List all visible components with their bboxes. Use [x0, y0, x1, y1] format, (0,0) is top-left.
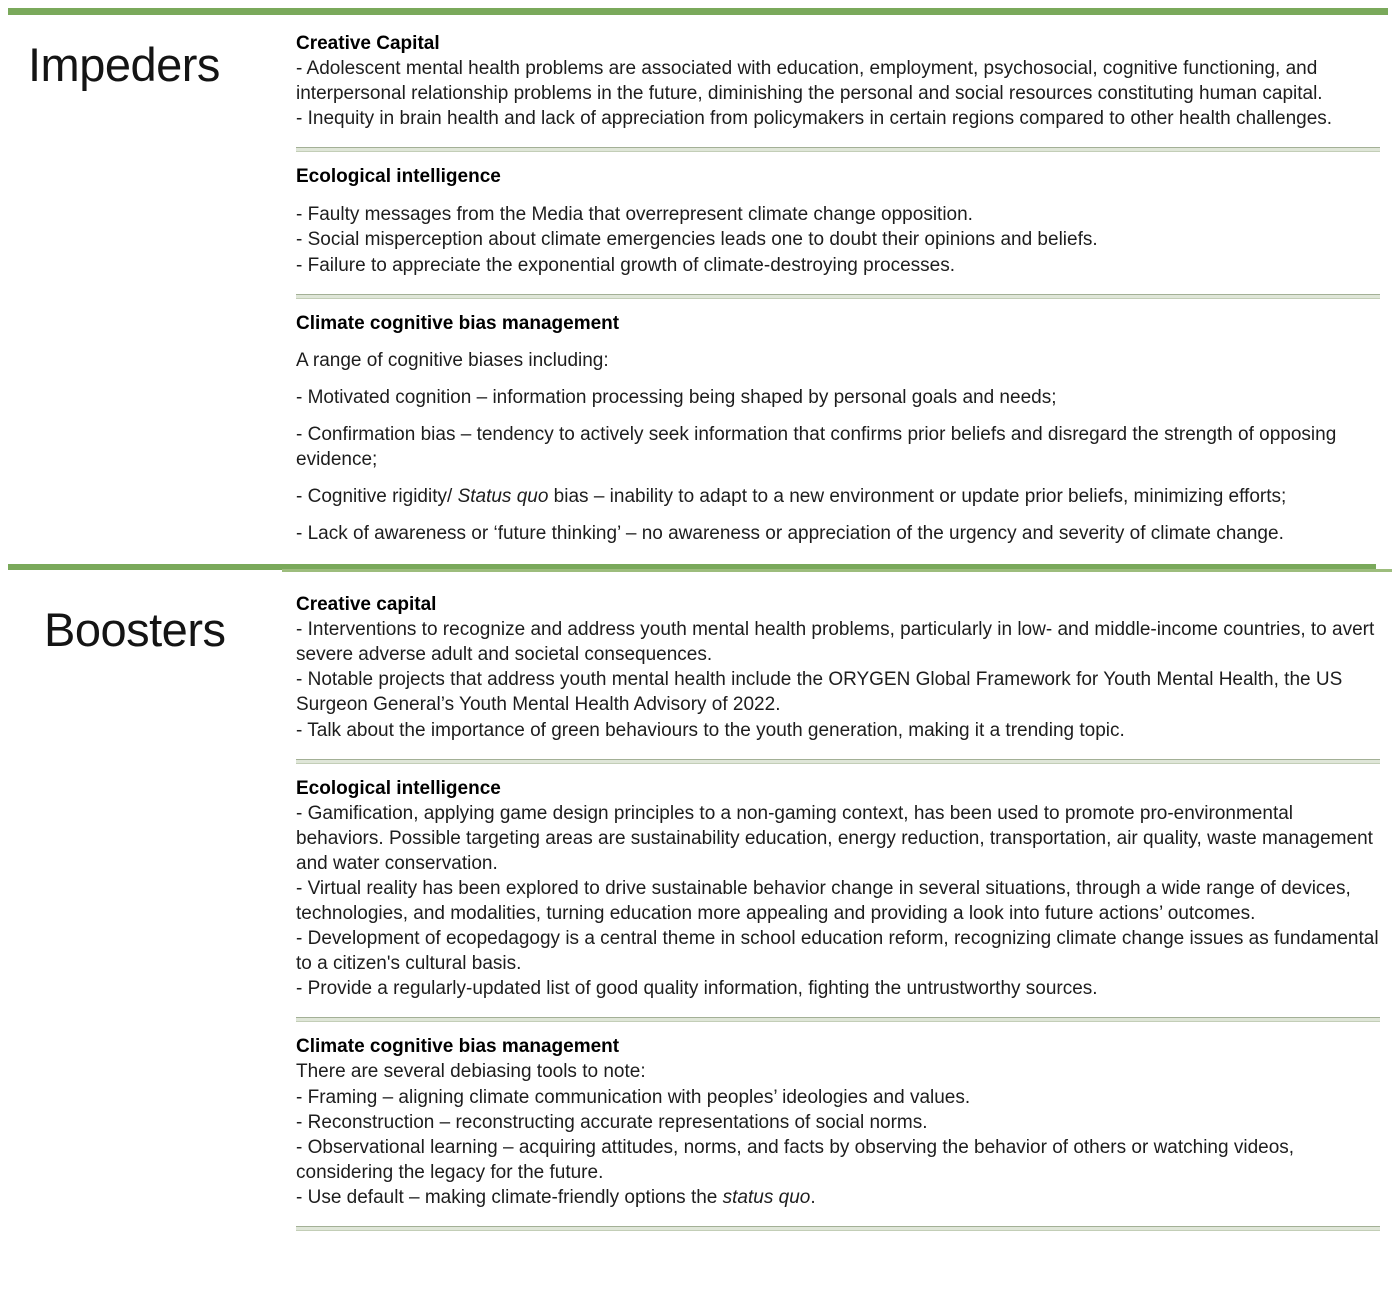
paragraph: [296, 876, 1380, 926]
paragraph: [296, 253, 1380, 278]
paragraph: [296, 1085, 1380, 1110]
row-divider: [0, 562, 1396, 576]
text-run: - Cognitive rigidity/: [296, 486, 458, 508]
paragraph: [296, 106, 1380, 131]
paragraph: [296, 348, 1380, 373]
italic-text-run: Status quo: [457, 486, 549, 508]
text-run: - Observational learning – acquiring attitudes, norms, and facts by observing the behavior of others or watching videos, considering the legacy for the future.: [296, 1136, 1295, 1183]
text-run: - Virtual reality has been explored to drive sustainable behavior change in several situations, through a wide range of devices, technologies, and modalities, turning education more appealing and providing a look into future actions’ outcomes.: [296, 877, 1351, 925]
text-run: - Lack of awareness or ‘future thinking’ – no awareness or appreciation of the urgency and severity of climate change.: [296, 523, 1284, 545]
row-header-cell: [0, 15, 282, 91]
row-content: [282, 576, 1396, 1231]
top-divider: [8, 8, 1388, 15]
table-row: [0, 576, 1396, 1231]
italic-text-run: status quo: [722, 1186, 811, 1208]
text-run: - Interventions to recognize and address youth mental health problems, particularly in low- and middle-income countries, to avert severe adverse adult and societal consequences.: [296, 619, 1375, 666]
paragraph: [296, 801, 1380, 876]
text-run: - Provide a regularly-updated list of good quality information, fighting the untrustworthy sources.: [296, 978, 1098, 1000]
paragraph: [296, 1185, 1380, 1210]
paragraph: [296, 385, 1380, 410]
text-run: .: [810, 1186, 816, 1208]
section-title: Ecological intelligence: [296, 777, 501, 799]
row-header-cell: [0, 576, 282, 656]
section-title: Climate cognitive bias management: [296, 1036, 620, 1058]
row-content: [282, 15, 1396, 562]
row-header-label: Boosters: [44, 603, 226, 657]
paragraph: [296, 521, 1380, 546]
section: [296, 19, 1380, 147]
text-run: There are several debiasing tools to note:: [296, 1061, 646, 1083]
text-run: - Gamification, applying game design principles to a non-gaming context, has been used to promote pro-environmental behaviors. Possible targeting areas are sustainability education, energy reduction, transportation, air quality, waste management and water conservation.: [296, 802, 1373, 874]
row-divider-offset-bar: [282, 569, 1392, 572]
paragraph: [296, 484, 1380, 509]
section: [296, 152, 1380, 293]
paragraph: [296, 667, 1380, 717]
section: [296, 299, 1380, 563]
text-run: - Social misperception about climate emergencies leads one to doubt their opinions and beliefs.: [296, 229, 1098, 251]
section: [296, 764, 1380, 1018]
paragraph: [296, 1135, 1380, 1185]
paragraph: [296, 422, 1380, 472]
text-run: - Inequity in brain health and lack of appreciation from policymakers in certain regions compared to other health challenges.: [296, 108, 1333, 130]
paragraph: [296, 718, 1380, 743]
text-run: A range of cognitive biases including:: [296, 349, 609, 371]
section-title: Ecological intelligence: [296, 166, 501, 188]
paragraph: [296, 227, 1380, 252]
impeders-boosters-table: [0, 15, 1396, 1231]
text-run: - Notable projects that address youth mental health include the ORYGEN Global Framework for Youth Mental Health, the US Surgeon General’s Youth Mental Health Advisory of 2022.: [296, 669, 1343, 716]
section-title: Climate cognitive bias management: [296, 312, 620, 334]
table-row: [0, 15, 1396, 562]
row-header-label: Impeders: [28, 38, 220, 91]
text-run: - Motivated cognition – information processing being shaped by personal goals and needs;: [296, 386, 1057, 408]
paragraph: [296, 1110, 1380, 1135]
paragraph: [296, 926, 1380, 976]
text-run: - Framing – aligning climate communication with peoples’ ideologies and values.: [296, 1086, 971, 1108]
text-run: - Failure to appreciate the exponential growth of climate-destroying processes.: [296, 254, 956, 276]
text-run: - Adolescent mental health problems are associated with education, employment, psychosocial, cognitive functioning, and interpersonal relationship problems in the future, diminishing the personal and social resources constituting human capital.: [296, 58, 1323, 105]
section-title: Creative Capital: [296, 33, 440, 54]
text-run: - Reconstruction – reconstructing accurate representations of social norms.: [296, 1111, 928, 1133]
section-divider: [296, 1226, 1380, 1231]
paragraph: [296, 617, 1380, 667]
section: [296, 1022, 1380, 1226]
paragraph: [296, 56, 1380, 106]
text-run: - Confirmation bias – tendency to actively seek information that confirms prior beliefs and disregard the strength of opposing evidence;: [296, 423, 1337, 470]
paragraph: [296, 202, 1380, 227]
paragraph: [296, 1059, 1380, 1084]
text-run: - Talk about the importance of green behaviours to the youth generation, making it a trending topic.: [296, 719, 1125, 741]
paragraph: [296, 976, 1380, 1001]
text-run: - Development of ecopedagogy is a central theme in school education reform, recognizing climate change issues as fundamental to a citizen's cultural basis.: [296, 928, 1379, 975]
text-run: - Faulty messages from the Media that overrepresent climate change opposition.: [296, 204, 973, 226]
section: [296, 580, 1380, 758]
section-title: Creative capital: [296, 594, 437, 616]
text-run: bias – inability to adapt to a new environment or update prior beliefs, minimizing efforts;: [548, 486, 1287, 508]
text-run: - Use default – making climate-friendly options the: [296, 1186, 723, 1208]
